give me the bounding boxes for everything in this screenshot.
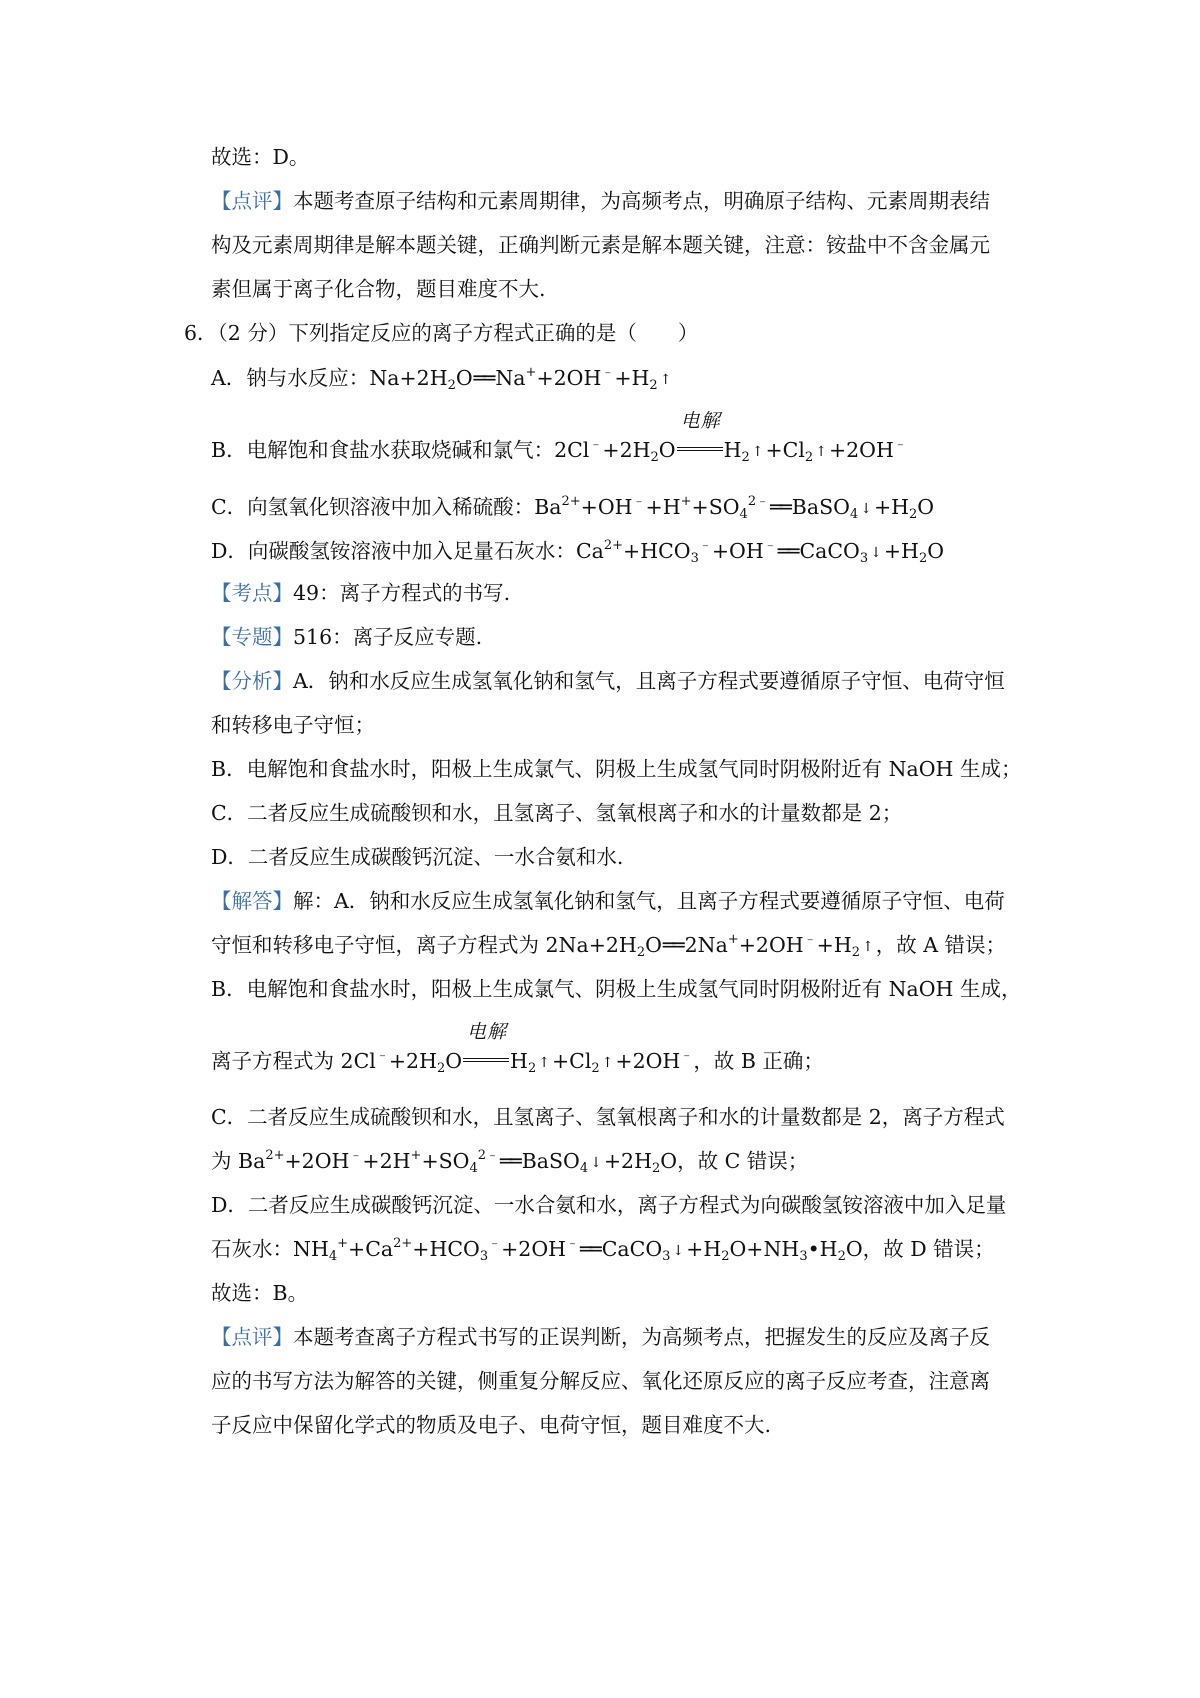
fenxi-line-5: D．二者反应生成碳酸钙沉淀、一水合氨和水. (211, 845, 624, 869)
option-b (211, 410, 907, 465)
answer-d-equation: $NH_4^++Ca^{2+}+HCO_3^﹣+2OH^﹣══$ CaCO$_3$ $↓+H_2O+NH_3•H_2O$ (293, 1236, 863, 1264)
option-b-equation: $2Cl^﹣+2H_2O$ 电解 $H_2$ $↑+Cl_2$ ↑+2OH﹣ (554, 438, 907, 462)
option-c-equation: $Ba^{2+}+OH^﹣+H^++SO_4^{2﹣}══$ BaSO$_4$ $↓+H_2O$ (534, 494, 935, 522)
jieda-text: 解：A．钠和水反应生成氢氧化钠和氢气，且离子方程式要遵循原子守恒、电荷 (293, 889, 1005, 913)
option-d (211, 536, 944, 566)
electrolysis-label: 电解 (467, 1021, 508, 1043)
review-line-3: 子反应中保留化学式的物质及电子、电荷守恒，题目难度不大. (211, 1413, 772, 1437)
kaodian-text: 49：离子方程式的书写. (293, 581, 511, 605)
jieda-line-8-text: 石灰水： (211, 1237, 293, 1261)
jieda-line-5: C．二者反应生成硫酸钡和水，且氢离子、氢氧根离子和水的计量数都是 2，离子方程式 (211, 1105, 1005, 1129)
question-stem: 6．（2 分）下列指定反应的离子方程式正确的是（ ） (184, 321, 699, 345)
fenxi-line-1 (211, 666, 1005, 696)
jieda-tag: 【解答】 (211, 889, 293, 913)
jieda-line-4-end: ，故 B 正确； (693, 1049, 824, 1073)
answer-choice: 故选：B。 (211, 1281, 309, 1305)
previous-answer-choice: 故选：D。 (211, 145, 310, 169)
zhuanti-line (211, 622, 482, 652)
fenxi-text: A．钠和水反应生成氢氧化钠和氢气，且离子方程式要遵循原子守恒、电荷守恒 (293, 669, 1005, 693)
option-b-label: B．电解饱和食盐水获取烧碱和氯气： (211, 438, 555, 462)
option-d-equation: $Ca^{2+}+HCO_3^﹣+OH^﹣══$ CaCO$_3$ $↓+H_2O$ (575, 538, 945, 566)
jieda-line-2 (211, 930, 1006, 960)
review-tag: 【点评】 (211, 1325, 293, 1349)
electrolysis-arrow (463, 1021, 509, 1076)
kaodian-tag: 【考点】 (211, 581, 293, 605)
zhuanti-text: 516：离子反应专题. (293, 625, 483, 649)
fenxi-tag: 【分析】 (211, 669, 293, 693)
jieda-line-6-text: 为 (211, 1149, 239, 1173)
review-line-2: 应的书写方法为解答的关键，侧重复分解反应、氧化还原反应的离子反应考查，注意离 (211, 1369, 990, 1393)
jieda-line-8 (211, 1234, 995, 1264)
kaodian-line (211, 578, 510, 608)
option-a (211, 363, 673, 393)
jieda-line-8-end: ，故 D 错误； (862, 1237, 995, 1261)
jieda-line-4 (211, 1021, 824, 1076)
electrolysis-arrow (677, 410, 723, 465)
option-a-label: A．钠与水反应： (211, 366, 370, 390)
fenxi-line-2: 和转移电子守恒； (211, 713, 375, 737)
review-text: 本题考查离子方程式书写的正误判断，为高频考点，把握发生的反应及离子反 (293, 1325, 990, 1349)
review-text: 本题考查原子结构和元素周期律，为高频考点，明确原子结构、元素周期表结 (293, 189, 990, 213)
option-d-label: D．向碳酸氢铵溶液中加入足量石灰水： (211, 539, 576, 563)
electrolysis-label: 电解 (680, 410, 721, 432)
previous-review-line-1 (211, 186, 990, 216)
jieda-line-2-text: 守恒和转移电子守恒，离子方程式为 (211, 933, 546, 957)
fenxi-line-3: B．电解饱和食盐水时，阳极上生成氯气、阴极上生成氢气同时阴极附近有 NaOH 生成； (211, 757, 1022, 781)
review-line-1 (211, 1322, 990, 1352)
previous-review-line-2: 构及元素周期律是解本题关键，正确判断元素是解本题关键，注意：铵盐中不含金属元 (211, 233, 990, 257)
review-tag: 【点评】 (211, 189, 293, 213)
answer-a-equation: $2Na+2H_2O══$ $2Na^++2OH^﹣+H_2$ ↑ (545, 932, 874, 960)
zhuanti-tag: 【专题】 (211, 625, 293, 649)
jieda-line-2-end: ，故 A 错误； (875, 933, 1007, 957)
option-a-equation: $Na+2H_2O══$ $Na^++2OH^﹣+H_2$ ↑ (369, 365, 672, 393)
jieda-line-6 (211, 1146, 808, 1176)
previous-review-line-3: 素但属于离子化合物，题目难度不大. (211, 277, 546, 301)
jieda-line-3: B．电解饱和食盐水时，阳极上生成氯气、阴极上生成氢气同时阴极附近有 NaOH 生成， (211, 977, 1022, 1001)
jieda-line-1 (211, 886, 1005, 916)
jieda-line-4-text: 离子方程式为 (211, 1049, 341, 1073)
option-c (211, 492, 934, 522)
jieda-line-7: D．二者反应生成碳酸钙沉淀、一水合氨和水，离子方程式为向碳酸氢铵溶液中加入足量 (211, 1193, 1007, 1217)
fenxi-line-4: C．二者反应生成硫酸钡和水，且氢离子、氢氧根离子和水的计量数都是 2； (211, 801, 903, 825)
option-c-label: C．向氢氧化钡溶液中加入稀硫酸： (211, 495, 535, 519)
jieda-line-6-end: ，故 C 错误； (677, 1149, 809, 1173)
answer-b-equation: $2Cl^﹣+2H_2O$ 电解 $H_2$ $↑+Cl_2$ ↑+2OH﹣ (341, 1049, 694, 1073)
answer-c-equation: $Ba^{2+}+2OH^﹣+2H^++SO_4^{2﹣}══$ BaSO$_4$ $↓+2H_2O$ (238, 1148, 678, 1176)
